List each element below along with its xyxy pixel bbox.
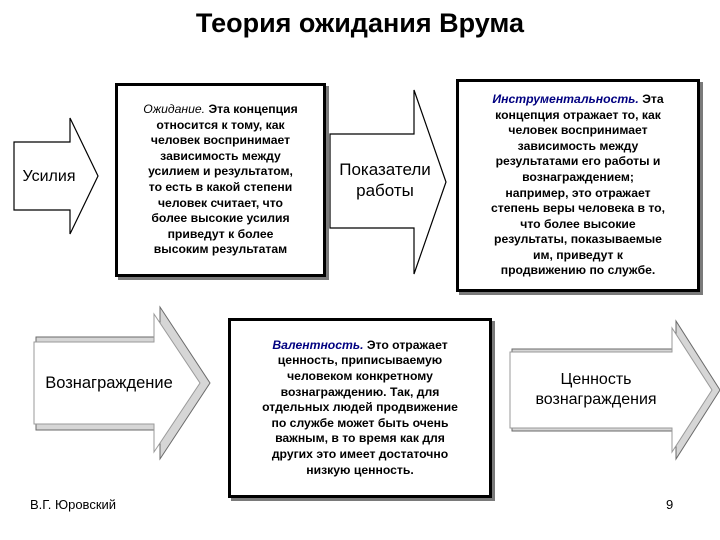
instrumentality-lead: Инструментальность. xyxy=(492,91,639,106)
slide-title: Теория ожидания Врума xyxy=(195,8,525,38)
instrumentality-line-1: Инструментальность. Эта xyxy=(492,91,664,106)
valence-lead: Валентность. xyxy=(272,337,364,352)
footer-page-number: 9 xyxy=(666,497,674,512)
valence-box: Валентность. Это отражает ценность, приписываемую человеком конкретному вознаграждению. Так, для отдельных людей продвижение по службе может быть очень важным, в то время как для других это имеет достаточно низкую ценность. xyxy=(228,318,492,498)
expectancy-line-1: Ожидание. Эта концепция xyxy=(143,102,298,117)
expectancy-lead: Ожидание. xyxy=(143,102,206,117)
footer-author: В.Г. Юровский xyxy=(30,497,117,512)
instrumentality-box: Инструментальность. Эта концепция отражает то, как человек воспринимает зависимость между результатами его работы и вознаграждением; например, это отражает степень веры человека в то, что более высокие результаты, показываемые им, приведут к продвижению по службе. xyxy=(456,79,700,292)
performance-label: Показатели работы xyxy=(339,160,431,200)
expectancy-box: Ожидание. Эта концепция относится к тому, как человек воспринимает зависимость между усилием и результатом, то есть в какой степени человек считает, что более высокие усилия приведут к более высоким результатам xyxy=(115,83,326,277)
value-label: Ценность вознаграждения xyxy=(535,371,657,408)
reward-label: Вознаграждение xyxy=(45,373,173,392)
effort-label: Усилия xyxy=(22,167,76,185)
valence-line-1: Валентность. Это отражает xyxy=(272,337,448,352)
